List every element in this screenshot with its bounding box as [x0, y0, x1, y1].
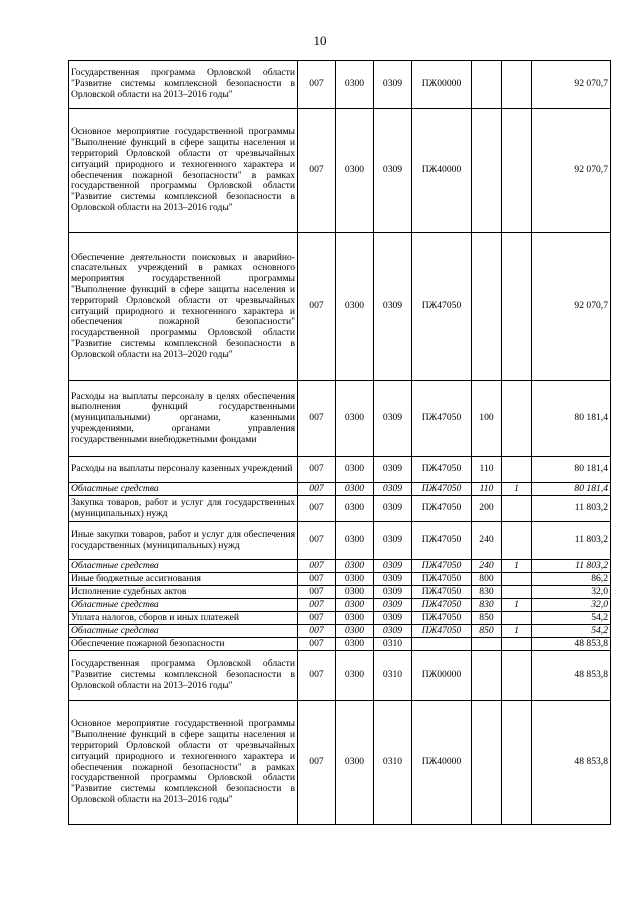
row-ved-code: 007: [298, 457, 336, 483]
row-section-code: 0300: [336, 599, 374, 612]
table-row: [69, 701, 611, 825]
row-amount: 80 181,4: [532, 483, 611, 496]
row-subsection-code: 0310: [374, 651, 412, 701]
row-source-code: [502, 61, 532, 109]
row-ved-code: 007: [298, 638, 336, 651]
row-amount: 48 853,8: [532, 638, 611, 651]
row-amount: 48 853,8: [532, 701, 611, 825]
row-expense-type: 200: [472, 496, 502, 522]
table-row: [69, 496, 611, 522]
row-expense-type: [472, 61, 502, 109]
row-subsection-code: 0309: [374, 109, 412, 233]
row-amount: 54,2: [532, 612, 611, 625]
row-ved-code: 007: [298, 701, 336, 825]
row-ved-code: 007: [298, 612, 336, 625]
row-expense-type: 110: [472, 483, 502, 496]
row-name: Областные средства: [69, 483, 298, 496]
row-ved-code: 007: [298, 483, 336, 496]
row-subsection-code: 0309: [374, 522, 412, 560]
table-row: [69, 483, 611, 496]
row-source-code: [502, 573, 532, 586]
row-target-article: ПЖ47050: [412, 483, 472, 496]
table-row: [69, 61, 611, 109]
row-section-code: 0300: [336, 61, 374, 109]
row-expense-type: 240: [472, 522, 502, 560]
row-source-code: 1: [502, 625, 532, 638]
row-amount: 11 803,2: [532, 522, 611, 560]
row-subsection-code: 0309: [374, 496, 412, 522]
row-source-code: [502, 522, 532, 560]
row-section-code: 0300: [336, 612, 374, 625]
row-target-article: ПЖ47050: [412, 381, 472, 457]
row-subsection-code: 0309: [374, 625, 412, 638]
row-name: Обеспечение деятельности поисковых и аварийно-спасательных учреждений в рамках основного мероприятия государственной программы "Выполнение функций в сфере защиты населения и территорий Орловской области от чрезвычайных ситуаций природного и техногенного характера и обеспечения пожарной безопасности" государственной программы Орловской области "Развитие системы комплексной безопасности в Орловской области на 2013–2020 годы": [69, 233, 298, 381]
row-subsection-code: 0309: [374, 586, 412, 599]
table-row: [69, 599, 611, 612]
table-row: [69, 522, 611, 560]
row-source-code: [502, 233, 532, 381]
row-expense-type: [472, 651, 502, 701]
row-source-code: [502, 612, 532, 625]
row-source-code: [502, 496, 532, 522]
row-ved-code: 007: [298, 522, 336, 560]
row-target-article: ПЖ47050: [412, 560, 472, 573]
row-target-article: ПЖ47050: [412, 586, 472, 599]
row-source-code: [502, 381, 532, 457]
row-ved-code: 007: [298, 61, 336, 109]
table-body: [69, 61, 611, 825]
row-amount: 92 070,7: [532, 61, 611, 109]
row-expense-type: 110: [472, 457, 502, 483]
row-name: Государственная программа Орловской области "Развитие системы комплексной безопасности в Орловской области на 2013–2016 годы": [69, 651, 298, 701]
row-amount: 54,2: [532, 625, 611, 638]
table-row: [69, 586, 611, 599]
row-section-code: 0300: [336, 109, 374, 233]
table-row: [69, 573, 611, 586]
row-section-code: 0300: [336, 651, 374, 701]
row-ved-code: 007: [298, 381, 336, 457]
row-section-code: 0300: [336, 573, 374, 586]
row-expense-type: 850: [472, 612, 502, 625]
row-expense-type: [472, 233, 502, 381]
row-name: Областные средства: [69, 599, 298, 612]
row-target-article: [412, 638, 472, 651]
table-row: [69, 638, 611, 651]
table-row: [69, 651, 611, 701]
row-source-code: 1: [502, 560, 532, 573]
row-subsection-code: 0309: [374, 560, 412, 573]
row-amount: 11 803,2: [532, 496, 611, 522]
budget-table: [68, 60, 611, 825]
row-amount: 11 803,2: [532, 560, 611, 573]
page-number: 10: [313, 33, 327, 48]
row-name: Исполнение судебных актов: [69, 586, 298, 599]
row-section-code: 0300: [336, 586, 374, 599]
row-section-code: 0300: [336, 560, 374, 573]
row-ved-code: 007: [298, 625, 336, 638]
row-source-code: [502, 586, 532, 599]
row-expense-type: [472, 701, 502, 825]
table-row: [69, 625, 611, 638]
row-subsection-code: 0309: [374, 612, 412, 625]
row-section-code: 0300: [336, 625, 374, 638]
row-section-code: 0300: [336, 233, 374, 381]
row-target-article: ПЖ40000: [412, 701, 472, 825]
row-name: Расходы на выплаты персоналу казенных учреждений: [69, 457, 298, 483]
row-target-article: ПЖ00000: [412, 61, 472, 109]
row-section-code: 0300: [336, 701, 374, 825]
row-target-article: ПЖ40000: [412, 109, 472, 233]
row-ved-code: 007: [298, 586, 336, 599]
row-target-article: ПЖ47050: [412, 496, 472, 522]
row-target-article: ПЖ47050: [412, 522, 472, 560]
row-expense-type: 800: [472, 573, 502, 586]
row-source-code: [502, 109, 532, 233]
row-source-code: 1: [502, 599, 532, 612]
row-expense-type: 240: [472, 560, 502, 573]
row-amount: 32,0: [532, 599, 611, 612]
row-ved-code: 007: [298, 560, 336, 573]
row-amount: 92 070,7: [532, 109, 611, 233]
row-subsection-code: 0309: [374, 457, 412, 483]
row-name: Иные бюджетные ассигнования: [69, 573, 298, 586]
row-ved-code: 007: [298, 496, 336, 522]
row-subsection-code: 0309: [374, 233, 412, 381]
row-section-code: 0300: [336, 457, 374, 483]
row-expense-type: [472, 109, 502, 233]
row-expense-type: 830: [472, 586, 502, 599]
row-target-article: ПЖ47050: [412, 233, 472, 381]
row-source-code: [502, 651, 532, 701]
row-name: Уплата налогов, сборов и иных платежей: [69, 612, 298, 625]
row-section-code: 0300: [336, 496, 374, 522]
row-source-code: 1: [502, 483, 532, 496]
row-amount: 48 853,8: [532, 651, 611, 701]
row-subsection-code: 0309: [374, 61, 412, 109]
row-section-code: 0300: [336, 483, 374, 496]
row-expense-type: 100: [472, 381, 502, 457]
table-row: [69, 109, 611, 233]
row-name: Областные средства: [69, 625, 298, 638]
row-subsection-code: 0309: [374, 483, 412, 496]
row-section-code: 0300: [336, 522, 374, 560]
row-target-article: ПЖ47050: [412, 573, 472, 586]
row-ved-code: 007: [298, 109, 336, 233]
row-subsection-code: 0309: [374, 573, 412, 586]
row-source-code: [502, 638, 532, 651]
row-amount: 86,2: [532, 573, 611, 586]
row-expense-type: [472, 638, 502, 651]
row-target-article: ПЖ47050: [412, 625, 472, 638]
row-name: Областные средства: [69, 560, 298, 573]
row-ved-code: 007: [298, 599, 336, 612]
row-name: Обеспечение пожарной безопасности: [69, 638, 298, 651]
row-name: Иные закупки товаров, работ и услуг для обеспечения государственных (муниципальных) нужд: [69, 522, 298, 560]
row-source-code: [502, 701, 532, 825]
table-row: [69, 457, 611, 483]
table-row: [69, 233, 611, 381]
row-name: Государственная программа Орловской области "Развитие системы комплексной безопасности в Орловской области на 2013–2016 годы": [69, 61, 298, 109]
row-target-article: ПЖ00000: [412, 651, 472, 701]
row-amount: 32,0: [532, 586, 611, 599]
row-section-code: 0300: [336, 638, 374, 651]
row-name: Основное мероприятие государственной программы "Выполнение функций в сфере защиты населения и территорий Орловской области от чрезвычайных ситуаций природного и техногенного характера и обеспечения пожарной безопасности" в рамках государственной программы Орловской области "Развитие системы комплексной безопасности в Орловской области на 2013–2016 годы": [69, 701, 298, 825]
row-ved-code: 007: [298, 233, 336, 381]
row-target-article: ПЖ47050: [412, 599, 472, 612]
row-amount: 92 070,7: [532, 233, 611, 381]
row-subsection-code: 0309: [374, 381, 412, 457]
row-amount: 80 181,4: [532, 457, 611, 483]
table-row: [69, 381, 611, 457]
row-expense-type: 850: [472, 625, 502, 638]
row-ved-code: 007: [298, 651, 336, 701]
row-subsection-code: 0310: [374, 638, 412, 651]
row-source-code: [502, 457, 532, 483]
row-subsection-code: 0310: [374, 701, 412, 825]
row-expense-type: 830: [472, 599, 502, 612]
table-row: [69, 560, 611, 573]
row-name: Закупка товаров, работ и услуг для государственных (муниципальных) нужд: [69, 496, 298, 522]
row-amount: 80 181,4: [532, 381, 611, 457]
row-section-code: 0300: [336, 381, 374, 457]
row-ved-code: 007: [298, 573, 336, 586]
row-subsection-code: 0309: [374, 599, 412, 612]
table-row: [69, 612, 611, 625]
row-name: Расходы на выплаты персоналу в целях обеспечения выполнения функций государственными (муниципальными) органами, казенными учреждениями, органами управления государственными внебюджетными фондами: [69, 381, 298, 457]
row-target-article: ПЖ47050: [412, 457, 472, 483]
row-name: Основное мероприятие государственной программы "Выполнение функций в сфере защиты населения и территорий Орловской области от чрезвычайных ситуаций природного и техногенного характера и обеспечения пожарной безопасности" в рамках государственной программы Орловской области "Развитие системы комплексной безопасности в Орловской области на 2013–2016 годы": [69, 109, 298, 233]
row-target-article: ПЖ47050: [412, 612, 472, 625]
